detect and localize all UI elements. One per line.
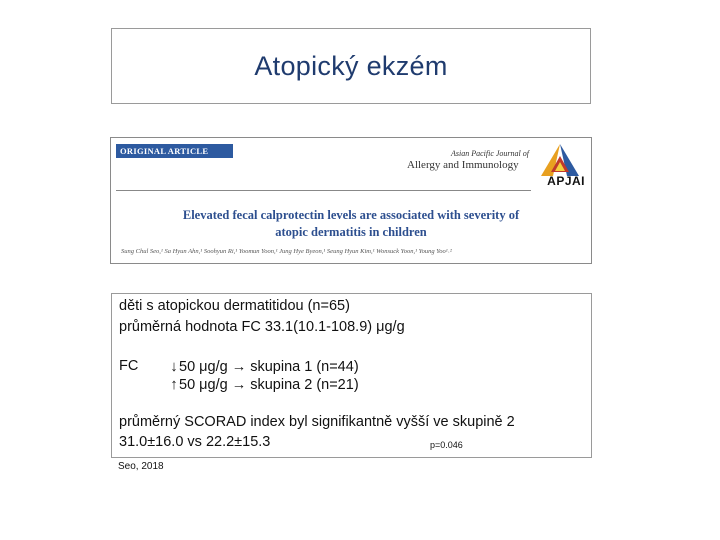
group1-row bbox=[169, 358, 359, 375]
paper-title-line2: atopic dermatitis in children bbox=[275, 225, 427, 239]
p-value: p=0.046 bbox=[430, 440, 463, 450]
title-box bbox=[111, 28, 591, 104]
journal-name bbox=[407, 150, 529, 171]
group2-text: 50 μg/g → skupina 2 (n=21) bbox=[179, 377, 359, 393]
original-article-tag: ORIGINAL ARTICLE bbox=[116, 144, 233, 158]
arrow-down-icon: ↓ bbox=[170, 358, 178, 375]
fc-label: FC bbox=[119, 358, 139, 374]
study-population: děti s atopickou dermatitidou (n=65) bbox=[119, 298, 350, 314]
header-divider bbox=[116, 190, 531, 191]
scorad-values: 31.0±16.0 vs 22.2±15.3 bbox=[119, 434, 271, 450]
journal-title: Allergy and Immunology bbox=[407, 158, 519, 171]
paper-authors: Sung Chul Seo,¹ Sa Hyun Ahn,¹ Soohyun Ri,¹ Yoomun Yoon,¹ Jung Hye Byeon,¹ Seung Hyun Kim,¹ Wonsuck Yoon,¹ Young Yoo¹˒² bbox=[121, 248, 452, 255]
arrow-up-icon: ↑ bbox=[170, 376, 178, 393]
mean-fc: průměrná hodnota FC 33.1(10.1-108.9) μg/g bbox=[119, 319, 405, 335]
paper-title bbox=[111, 207, 591, 241]
paper-title-line1: Elevated fecal calprotectin levels are associated with severity of bbox=[182, 208, 520, 222]
scorad-statement: průměrný SCORAD index byl signifikantně vyšší ve skupině 2 bbox=[119, 414, 515, 430]
content-box bbox=[111, 293, 592, 458]
citation: Seo, 2018 bbox=[118, 461, 164, 472]
journal-subtitle: Asian Pacific Journal of bbox=[451, 149, 529, 158]
apjai-logo-text: APJAI bbox=[547, 174, 585, 188]
slide-title: Atopický ekzém bbox=[254, 50, 448, 81]
group2-row bbox=[169, 376, 359, 393]
article-header-image bbox=[110, 137, 592, 264]
group1-text: 50 μg/g → skupina 1 (n=44) bbox=[179, 359, 359, 375]
